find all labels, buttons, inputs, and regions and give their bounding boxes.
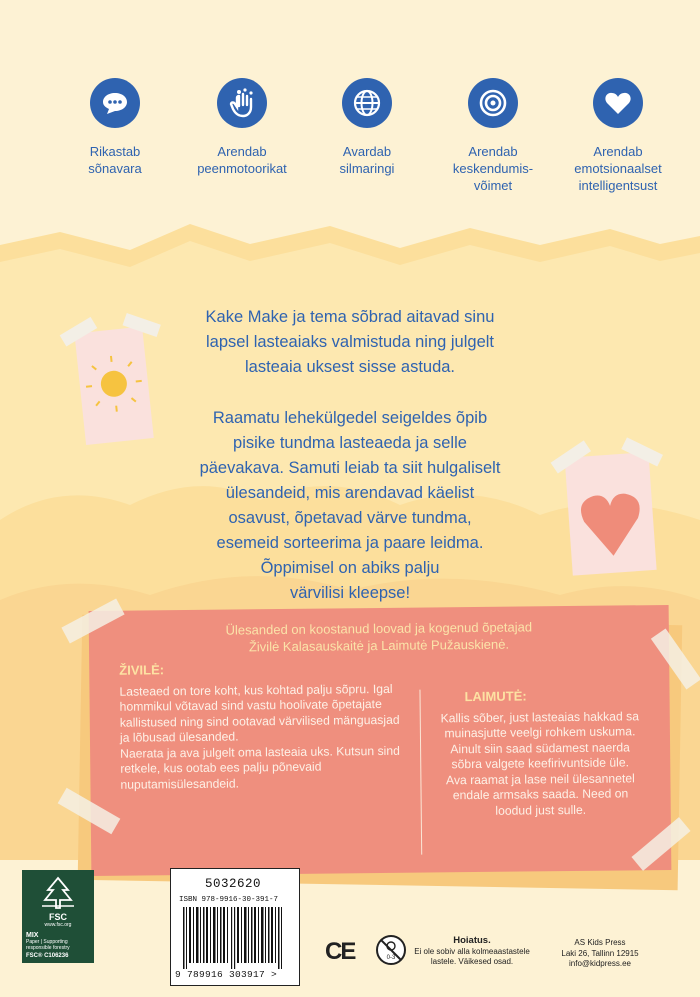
warning-text (412, 936, 532, 967)
target-icon (468, 78, 518, 128)
age-warning-icon (375, 934, 407, 966)
author-text: Kallis sõber, just lasteaias hakkad sa muinasjutte veelgi rohkem uskuma. Ainult siin saad südamest naerda sõbra valgete keefirivuntside üle. (440, 708, 640, 772)
card-heading: Ülesanded on koostanud loovad ja kogenud õpetajad Živilė Kalasauskaitė ja Laimutė Pužauskienė. (225, 619, 533, 655)
author-column-left (119, 660, 400, 793)
fsc-logo (22, 870, 94, 963)
barcode (170, 868, 300, 986)
author-text: Naerata ja ava julgelt oma lasteaia uks. Kutsun sind retkele, kus ootab ees palju põnevaid nuputamisülesandeid. (120, 743, 400, 792)
globe-icon (342, 78, 392, 128)
author-text: Ava raamat ja lase neil ülesannetel endale armsaks saada. Need on loodud just sulle. (445, 770, 635, 818)
publisher-address: Laki 26, Tallinn 12915 (561, 948, 639, 958)
intro-paragraph-2: Raamatu lehekülgedel seigeldes õpib pisike tundma lasteaeda ja selle päevakava. Samuti leiab ta siit hulgaliselt ülesandeid, mis arendavad käelist osavust, õpetavad värve tundma, esemeid sorteerima ja paare leidma. Õppimisel on abiks palju värvilisi kleepse! (199, 409, 501, 602)
isbn-text: ISBN 978-9916-30-391-7 (179, 896, 279, 904)
author-name: LAIMUTĖ: (464, 688, 527, 705)
warning-body: Ei ole sobiv alla kolmeaastastele lastele. Väikesed osad. (414, 947, 530, 966)
ce-mark: CE (325, 938, 355, 965)
warning-title: Hoiatus. (453, 935, 491, 946)
speech-bubble-icon (90, 78, 140, 128)
feature-focus (433, 78, 553, 194)
feature-horizons (307, 78, 427, 177)
intro-paragraph-1: Kake Make ja tema sõbrad aitavad sinu lapsel lasteaiaks valmistuda ning julgelt lasteaia uksest sisse astuda. (205, 308, 495, 376)
feature-label: Rikastab sõnavara (88, 144, 142, 176)
fsc-mix: MIX (26, 932, 39, 939)
author-text: Lasteaed on tore koht, kus kohtad palju sõpru. Igal hommikul võtavad sind vastu hoolivate õpetajate kallistused ning sind ootavad värvilised mänguasjad ja lõbusad ülesanded. (119, 681, 400, 745)
feature-emotional (558, 78, 678, 194)
fsc-logo-text: FSC (49, 912, 67, 922)
fsc-claim: Paper | Supporting responsible forestry (26, 939, 70, 951)
barcode-digits: 9 789916 303917 > (175, 969, 278, 980)
feature-motor-skills (182, 78, 302, 177)
heart-icon (593, 78, 643, 128)
feature-label: Arendab peenmotoorikat (197, 144, 287, 176)
feature-label: Arendab keskendumis- võimet (452, 144, 534, 193)
age-label: 0-3 (386, 955, 396, 961)
publisher-info (550, 938, 650, 970)
publisher-name: AS Kids Press (574, 938, 626, 947)
author-name: ŽIVILĖ: (119, 662, 165, 678)
feature-vocabulary (55, 78, 175, 177)
author-column-right (434, 687, 645, 819)
feature-label: Arendab emotsionaalset intelligentsust (574, 144, 662, 193)
hand-touch-icon (217, 78, 267, 128)
barcode-bars (175, 907, 295, 969)
authors-card (89, 605, 672, 876)
feature-label: Avardab silmaringi (339, 144, 395, 176)
column-divider (419, 690, 422, 855)
publisher-email: info@kidpress.ee (569, 959, 631, 968)
fsc-site: www.fsc.org (44, 922, 72, 928)
barcode-number: 5032620 (205, 877, 262, 891)
intro-text (165, 305, 535, 606)
fsc-code: FSC® C106236 (26, 953, 69, 959)
